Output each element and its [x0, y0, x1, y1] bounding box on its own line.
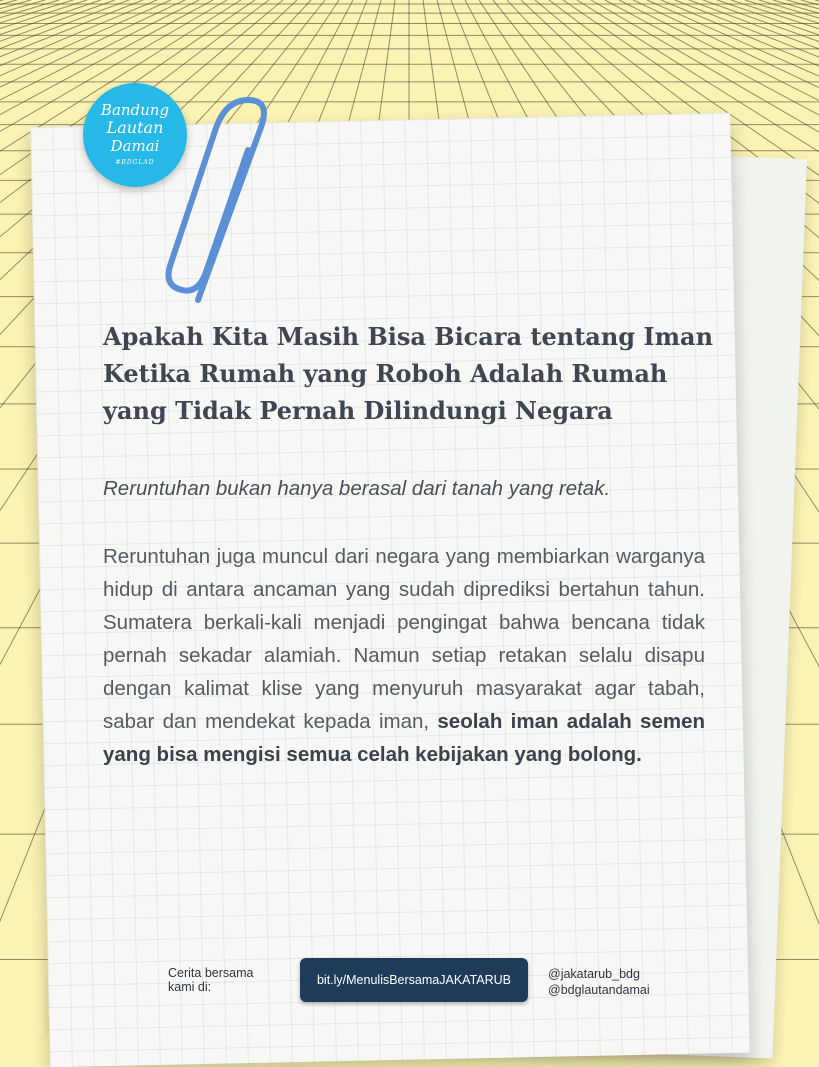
title-line: yang Tidak Pernah Dilindungi Negara: [103, 396, 613, 425]
body-bold-text: seolah iman adalah semen yang bisa mengisi semua celah kebijakan yang bolong.: [103, 710, 705, 766]
article-body: [103, 540, 705, 771]
title-line: Apakah Kita Masih Bisa Bicara tentang Iman: [103, 322, 714, 351]
social-handles: [548, 966, 708, 998]
logo-text-line2: Lautan: [106, 118, 164, 137]
link-button[interactable]: bit.ly/MenulisBersamaJAKATARUB: [300, 958, 528, 1002]
body-text: Reruntuhan juga muncul dari negara yang membiarkan warganya hidup di antara ancaman yang sudah diprediksi bertahun tahun. Sumatera berkali-kali menjadi pengingat bahwa bencana tidak pernah sekadar alamiah. Namun setiap retakan selalu disapu dengan kalimat klise yang menyuruh masyarakat agar tabah, sabar dan mendekat kepada iman,: [103, 545, 705, 733]
grid-line: [0, 0, 17, 1024]
logo-text-line1: Bandung: [100, 101, 170, 119]
grid-line: [0, 0, 31, 1024]
logo-tagline: #BDGLAD: [115, 159, 155, 166]
paperclip-icon: [160, 90, 290, 320]
instagram-handle-bdglautandamai[interactable]: @bdglautandamai: [548, 983, 650, 997]
logo-text-line3: Damai: [110, 137, 160, 155]
footer-label: [168, 966, 288, 994]
grid-line: [0, 0, 3, 1024]
footer-label-line2: kami di:: [168, 980, 212, 994]
instagram-handle-jakatarub[interactable]: @jakatarub_bdg: [548, 967, 640, 981]
article-title: [103, 318, 723, 429]
title-line: Ketika Rumah yang Roboh Adalah Rumah: [103, 359, 668, 388]
grid-line: [801, 0, 819, 1024]
footer-label-line1: Cerita bersama: [168, 966, 254, 980]
lead-sentence: Reruntuhan bukan hanya berasal dari tanah yang retak.: [103, 477, 611, 500]
